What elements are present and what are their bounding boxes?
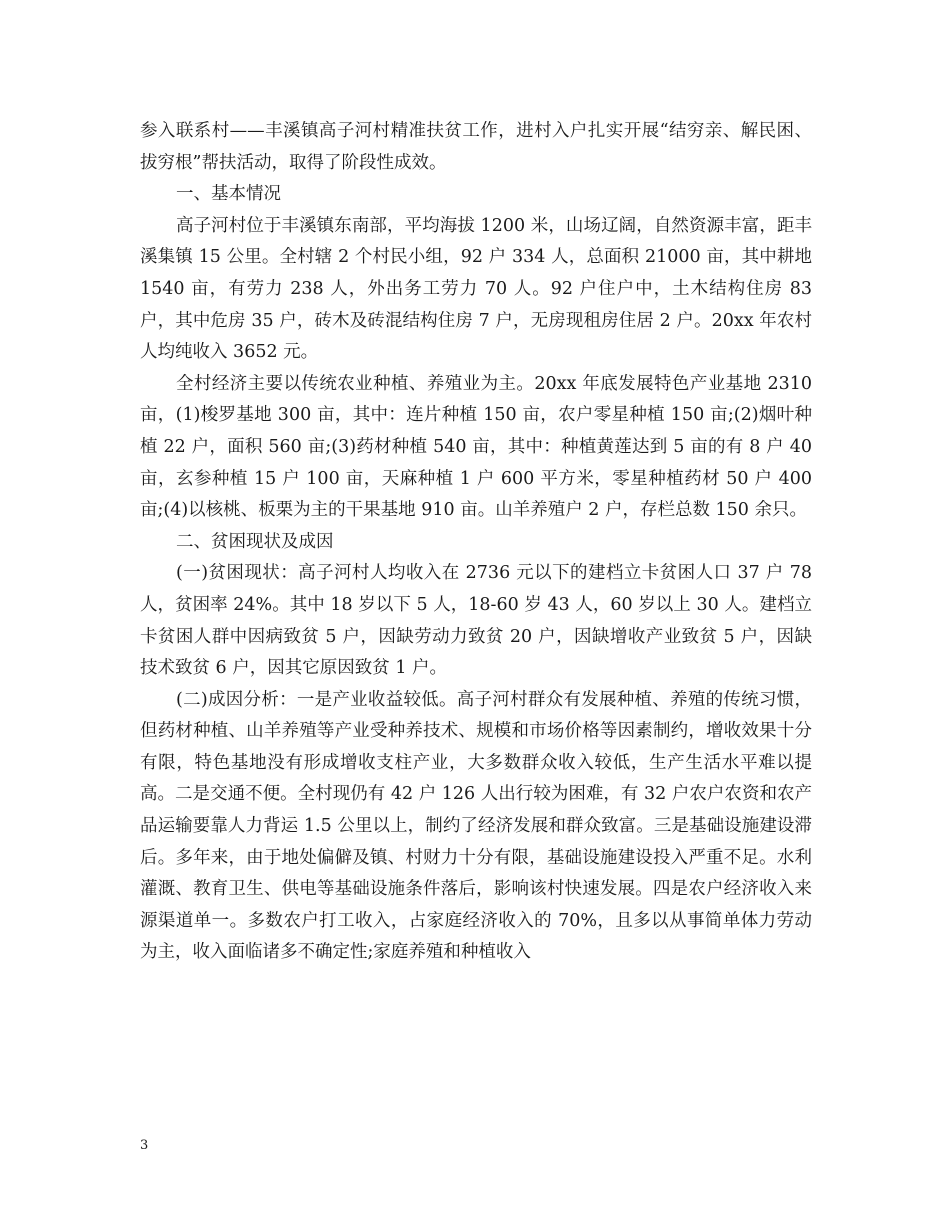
paragraph-intro: 参入联系村——丰溪镇高子河村精准扶贫工作，进村入户扎实开展“结穷亲、解民困、拔穷根”帮扶活动，取得了阶段性成效。 bbox=[140, 121, 812, 173]
section-heading-poverty-causes: 二、贫困现状及成因 bbox=[176, 531, 334, 552]
section-heading-basic-situation: 一、基本情况 bbox=[176, 184, 281, 205]
paragraph-poverty-status: (一)贫困现状：高子河村人均收入在 2736 元以下的建档立卡贫困人口 37 户 78 人，贫困率 24%。其中 18 岁以下 5 人，18-60 岁 43 人，60 岁以上 30 人。建档立卡贫困人群中因病致贫 5 户，因缺劳动力致贫 20 户，因缺增收产业致贫 5 户，因缺技术致贫 6 户，因其它原因致贫 1 户。 bbox=[140, 563, 812, 679]
page-number: 3 bbox=[140, 1138, 149, 1153]
document-body bbox=[140, 116, 812, 969]
paragraph-village-economy: 全村经济主要以传统农业种植、养殖业为主。20xx 年底发展特色产业基地 2310 亩，(1)梭罗基地 300 亩，其中：连片种植 150 亩，农户零星种植 150 亩;(2)烟叶种植 22 户，面积 560 亩;(3)药材种植 540 亩，其中：种植黄莲达到 5 亩的有 8 户 40 亩，玄参种植 15 户 100 亩，天麻种植 1 户 600 平方米，零星种植药材 50 户 400 亩;(4)以核桃、板栗为主的干果基地 910 亩。山羊养殖户 2 户，存栏总数 150 余只。 bbox=[140, 373, 812, 521]
paragraph-poverty-cause-analysis: (二)成因分析：一是产业收益较低。高子河村群众有发展种植、养殖的传统习惯，但药材种植、山羊养殖等产业受种养技术、规模和市场价格等因素制约，增收效果十分有限，特色基地没有形成增收支柱产业，大多数群众收入较低，生产生活水平难以提高。二是交通不便。全村现仍有 42 户 126 人出行较为困难，有 32 户农户农资和农产品运输要靠人力背运 1.5 公里以上，制约了经济发展和群众致富。三是基础设施建设滞后。多年来，由于地处偏僻及镇、村财力十分有限，基础设施建设投入严重不足。水利灌溉、教育卫生、供电等基础设施条件落后，影响该村快速发展。四是农户经济收入来源渠道单一。多数农户打工收入，占家庭经济收入的 70%，且多以从事简单体力劳动为主，收入面临诸多不确定性;家庭养殖和种植收入 bbox=[140, 689, 812, 963]
paragraph-village-overview: 高子河村位于丰溪镇东南部，平均海拔 1200 米，山场辽阔，自然资源丰富，距丰溪集镇 15 公里。全村辖 2 个村民小组，92 户 334 人，总面积 21000 亩，其中耕地 1540 亩，有劳力 238 人，外出务工劳力 70 人。92 户住户中，土木结构住房 83 户，其中危房 35 户，砖木及砖混结构住房 7 户，无房现租房住居 2 户。20xx 年农村人均纯收入 3652 元。 bbox=[140, 215, 812, 363]
